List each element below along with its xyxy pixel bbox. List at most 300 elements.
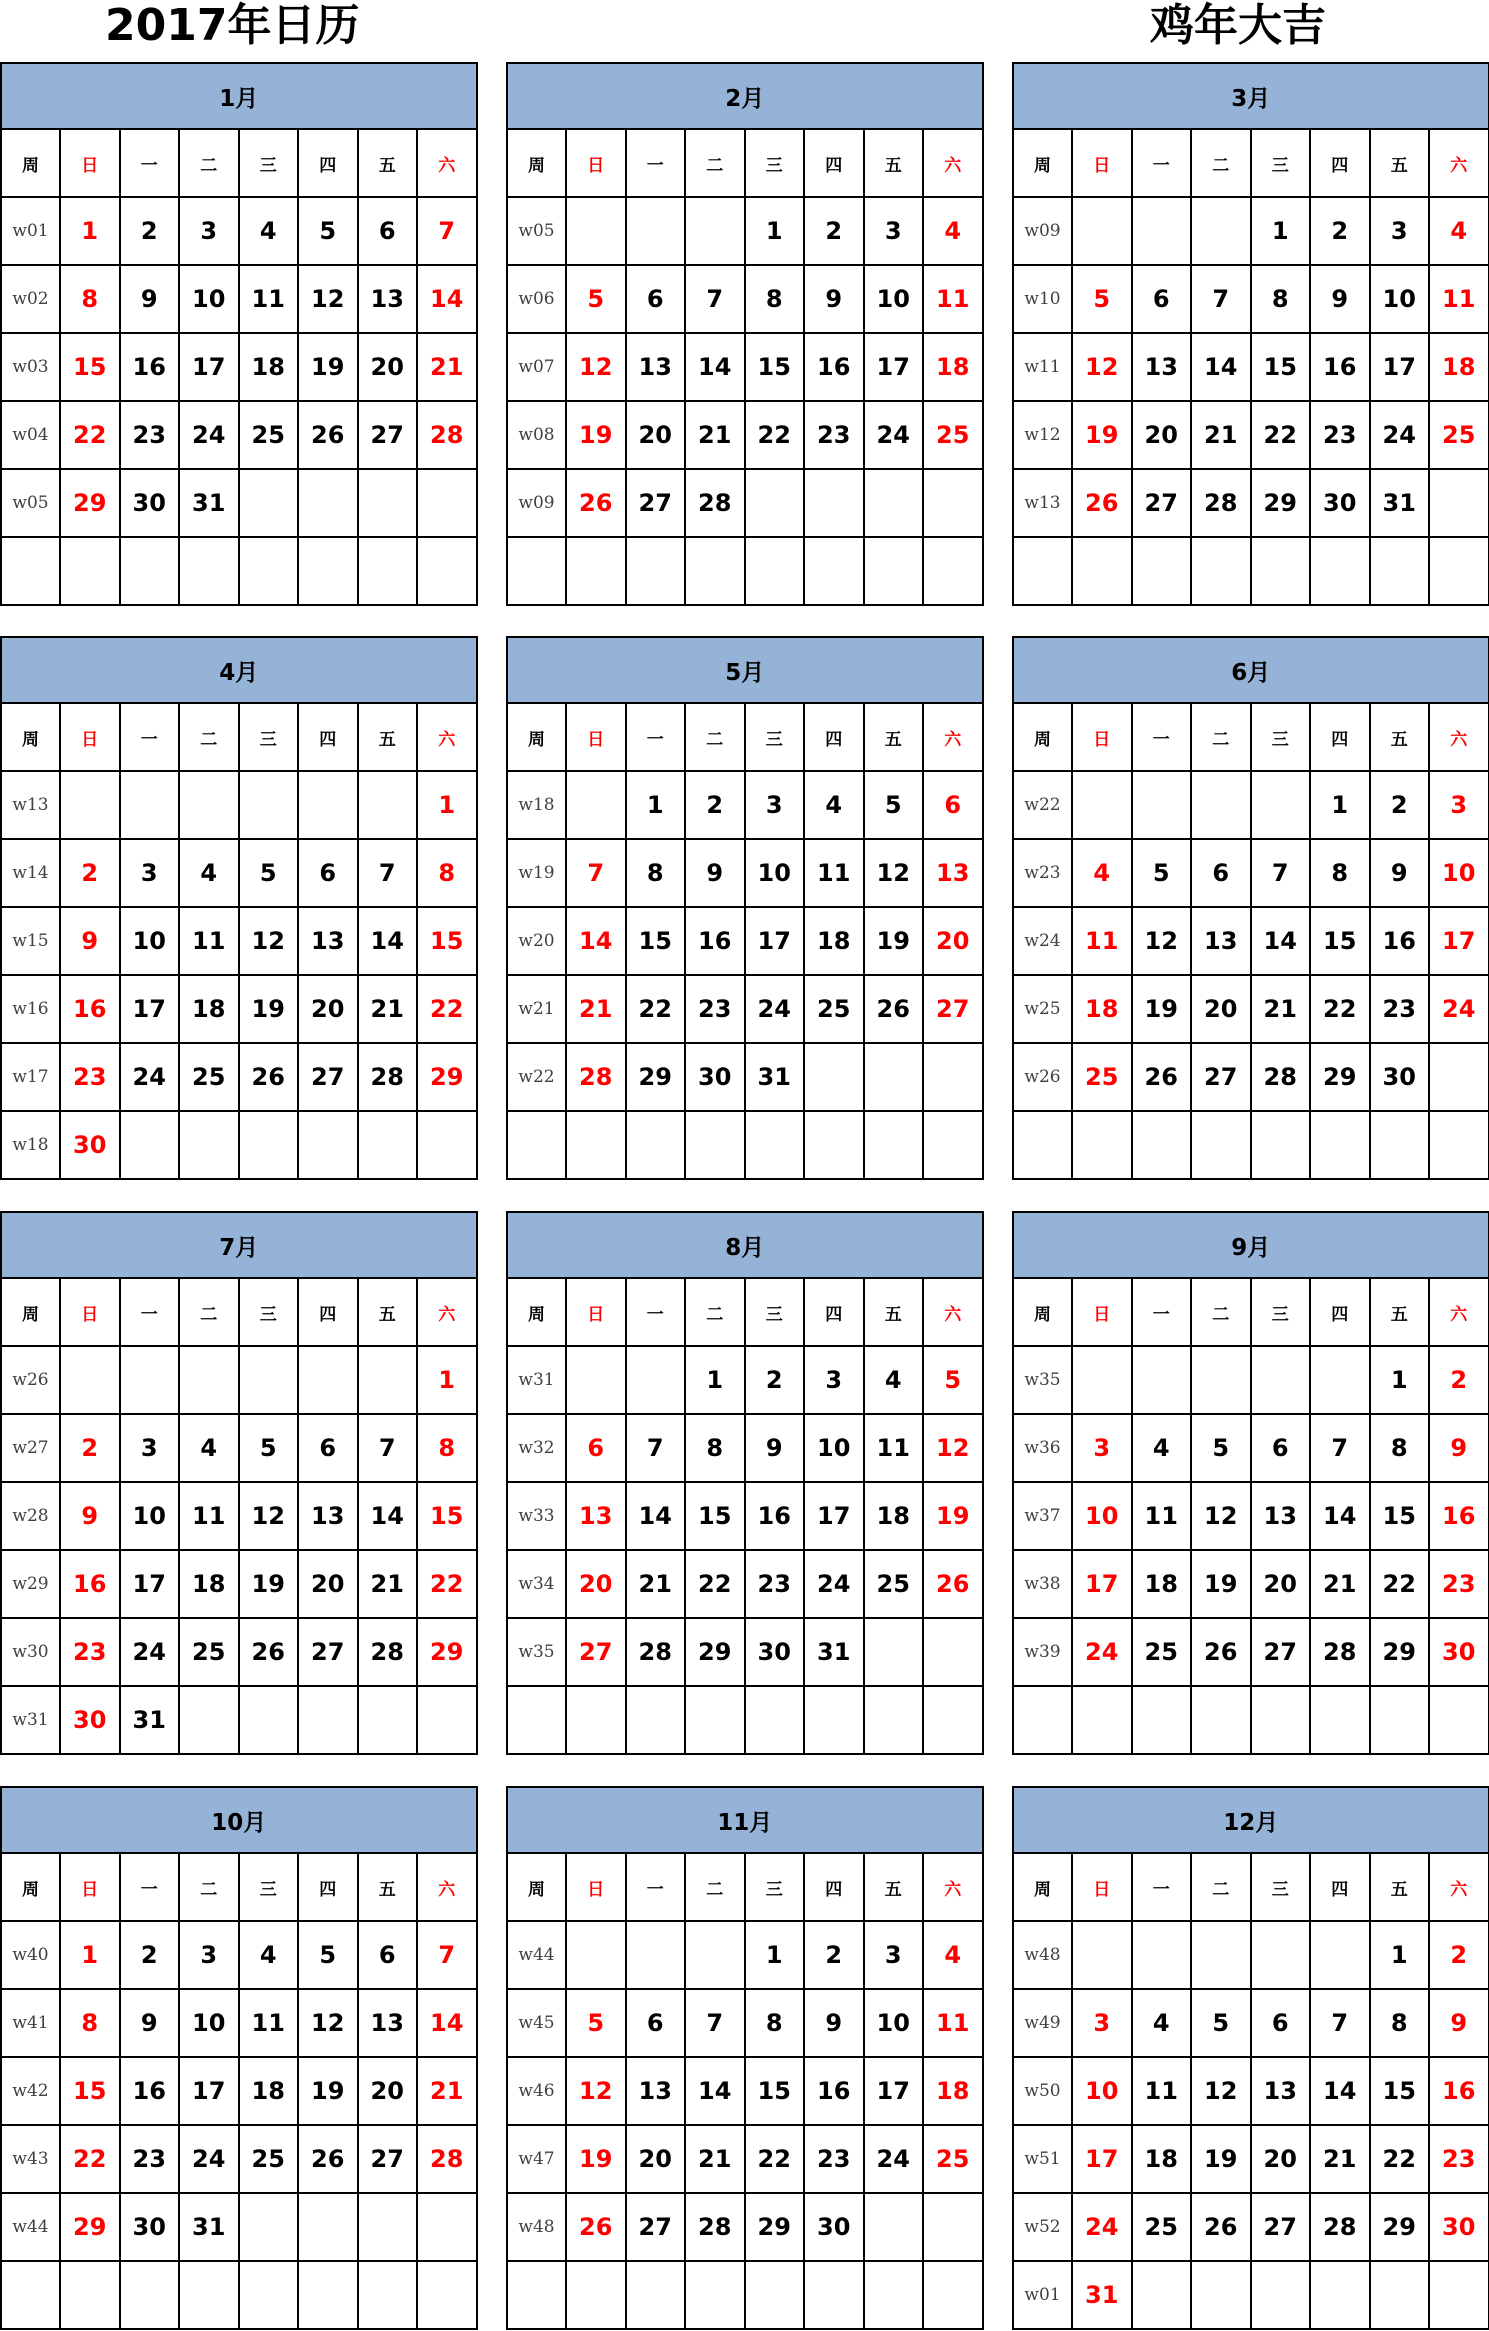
day-cell: 13 (626, 2057, 686, 2125)
day-cell (60, 771, 120, 839)
day-cell: 14 (1310, 2057, 1370, 2125)
week-row (1013, 771, 1489, 839)
day-cell (358, 1346, 418, 1414)
day-cell: 8 (417, 839, 477, 907)
week-row (507, 401, 983, 469)
day-cell: 30 (745, 1618, 805, 1686)
week-row (1, 975, 477, 1043)
day-cell: 6 (1251, 1414, 1311, 1482)
weekday-header: 五 (864, 1853, 924, 1921)
week-number (1, 2261, 60, 2329)
day-cell: 27 (298, 1618, 358, 1686)
weekday-header: 三 (1251, 1853, 1311, 1921)
day-cell (417, 2261, 477, 2329)
day-cell: 15 (1370, 1482, 1430, 1550)
day-cell (864, 1686, 924, 1754)
day-cell: 27 (358, 401, 418, 469)
day-cell: 15 (417, 1482, 477, 1550)
week-row (1, 2193, 477, 2261)
day-cell: 23 (60, 1618, 120, 1686)
day-cell: 23 (804, 401, 864, 469)
day-cell: 29 (1370, 1618, 1430, 1686)
day-cell: 4 (239, 1921, 299, 1989)
weekday-header: 六 (417, 129, 477, 197)
day-cell: 25 (923, 2125, 983, 2193)
day-cell (864, 2261, 924, 2329)
weekday-header: 四 (1310, 129, 1370, 197)
day-cell (566, 771, 626, 839)
weekday-header: 日 (1072, 1278, 1132, 1346)
day-cell (298, 771, 358, 839)
day-cell: 30 (1429, 2193, 1489, 2261)
day-cell: 2 (1310, 197, 1370, 265)
day-cell: 13 (1251, 1482, 1311, 1550)
day-cell: 29 (1310, 1043, 1370, 1111)
day-cell (745, 1111, 805, 1179)
day-cell: 13 (1191, 907, 1251, 975)
day-cell: 28 (358, 1043, 418, 1111)
day-cell: 1 (1370, 1921, 1430, 1989)
day-cell: 23 (1429, 2125, 1489, 2193)
day-cell: 13 (358, 1989, 418, 2057)
day-cell: 12 (1072, 333, 1132, 401)
day-cell: 26 (1191, 2193, 1251, 2261)
day-cell: 5 (298, 197, 358, 265)
day-cell: 31 (120, 1686, 180, 1754)
week-number: w22 (507, 1043, 566, 1111)
weekday-header: 一 (120, 1853, 180, 1921)
day-cell (804, 1686, 864, 1754)
weekday-header: 四 (298, 1853, 358, 1921)
day-cell (60, 537, 120, 605)
day-cell: 21 (566, 975, 626, 1043)
week-row (507, 907, 983, 975)
week-row (507, 839, 983, 907)
day-cell: 7 (1310, 1989, 1370, 2057)
day-cell: 4 (239, 197, 299, 265)
week-number: w16 (1, 975, 60, 1043)
page-title: 2017年日历 (105, 0, 360, 51)
month-title: 4月 (1, 637, 477, 703)
day-cell: 3 (1072, 1989, 1132, 2057)
day-cell: 11 (179, 1482, 239, 1550)
weekday-header: 四 (298, 129, 358, 197)
day-cell: 11 (923, 1989, 983, 2057)
day-cell: 16 (804, 2057, 864, 2125)
day-cell (685, 1921, 745, 1989)
day-cell: 19 (566, 2125, 626, 2193)
day-cell: 10 (864, 1989, 924, 2057)
day-cell (179, 771, 239, 839)
day-cell (1370, 1111, 1430, 1179)
day-cell: 14 (685, 2057, 745, 2125)
weekday-header: 三 (745, 1853, 805, 1921)
day-cell (1251, 1111, 1311, 1179)
day-cell: 5 (566, 1989, 626, 2057)
weekday-header: 二 (179, 129, 239, 197)
day-cell: 9 (1429, 1414, 1489, 1482)
week-number: w05 (1, 469, 60, 537)
week-row (1013, 265, 1489, 333)
week-row (1013, 469, 1489, 537)
day-cell (239, 2261, 299, 2329)
day-cell: 20 (1251, 2125, 1311, 2193)
week-row (507, 2057, 983, 2125)
day-cell: 6 (626, 265, 686, 333)
week-number (1013, 1686, 1072, 1754)
day-cell (685, 1111, 745, 1179)
weekday-header: 五 (1370, 1853, 1430, 1921)
weekday-header: 六 (417, 1278, 477, 1346)
day-cell: 18 (1132, 1550, 1192, 1618)
month-table (0, 62, 478, 606)
day-cell: 11 (1429, 265, 1489, 333)
day-cell: 12 (566, 2057, 626, 2125)
weekday-header: 二 (1191, 703, 1251, 771)
day-cell: 19 (298, 333, 358, 401)
week-number: w09 (507, 469, 566, 537)
day-cell: 21 (1310, 2125, 1370, 2193)
day-cell (298, 2193, 358, 2261)
day-cell: 15 (1251, 333, 1311, 401)
day-cell: 24 (745, 975, 805, 1043)
day-cell: 11 (239, 265, 299, 333)
week-number: w25 (1013, 975, 1072, 1043)
month-calendar (0, 1786, 476, 2328)
weekday-header: 一 (626, 1853, 686, 1921)
day-cell: 5 (864, 771, 924, 839)
day-cell (120, 537, 180, 605)
day-cell: 17 (179, 333, 239, 401)
week-number: w41 (1, 1989, 60, 2057)
day-cell: 16 (745, 1482, 805, 1550)
day-cell (358, 537, 418, 605)
day-cell: 21 (1191, 401, 1251, 469)
day-cell: 4 (923, 197, 983, 265)
month-title: 3月 (1013, 63, 1489, 129)
week-column-header: 周 (1013, 129, 1072, 197)
weekday-header: 四 (804, 1278, 864, 1346)
day-cell: 22 (60, 401, 120, 469)
month-table (506, 636, 984, 1180)
day-cell (685, 537, 745, 605)
day-cell: 4 (1072, 839, 1132, 907)
day-cell (1072, 1346, 1132, 1414)
day-cell: 1 (60, 1921, 120, 1989)
week-row (1013, 1482, 1489, 1550)
day-cell: 12 (923, 1414, 983, 1482)
day-cell: 26 (239, 1043, 299, 1111)
day-cell (298, 1686, 358, 1754)
day-cell: 19 (1191, 1550, 1251, 1618)
day-cell: 24 (120, 1043, 180, 1111)
day-cell: 29 (685, 1618, 745, 1686)
day-cell: 4 (923, 1921, 983, 1989)
day-cell: 15 (417, 907, 477, 975)
day-cell: 2 (120, 197, 180, 265)
day-cell: 10 (804, 1414, 864, 1482)
weekday-header: 五 (864, 129, 924, 197)
day-cell (1310, 2261, 1370, 2329)
week-number: w51 (1013, 2125, 1072, 2193)
day-cell: 13 (358, 265, 418, 333)
day-cell: 25 (1429, 401, 1489, 469)
day-cell: 16 (120, 333, 180, 401)
month-table (506, 1211, 984, 1755)
day-cell: 27 (923, 975, 983, 1043)
weekday-header: 四 (1310, 1278, 1370, 1346)
month-calendar (1012, 636, 1488, 1178)
week-row (507, 1618, 983, 1686)
weekday-header: 日 (566, 1278, 626, 1346)
month-table (506, 62, 984, 606)
weekday-header: 一 (1132, 1853, 1192, 1921)
weekday-header: 二 (685, 129, 745, 197)
day-cell: 2 (60, 1414, 120, 1482)
week-row (1, 907, 477, 975)
week-number: w43 (1, 2125, 60, 2193)
weekday-header: 日 (60, 129, 120, 197)
day-cell: 6 (298, 1414, 358, 1482)
week-number: w30 (1, 1618, 60, 1686)
week-row (1013, 401, 1489, 469)
day-cell: 19 (566, 401, 626, 469)
month-calendar (506, 636, 982, 1178)
week-row (1, 839, 477, 907)
day-cell: 8 (1310, 839, 1370, 907)
month-calendar (0, 636, 476, 1178)
day-cell: 5 (923, 1346, 983, 1414)
day-cell: 21 (1251, 975, 1311, 1043)
week-number: w12 (1013, 401, 1072, 469)
week-row (507, 1414, 983, 1482)
day-cell: 3 (179, 1921, 239, 1989)
day-cell: 6 (298, 839, 358, 907)
day-cell: 11 (1072, 907, 1132, 975)
month-title: 11月 (507, 1787, 983, 1853)
week-number: w37 (1013, 1482, 1072, 1550)
day-cell: 17 (1370, 333, 1430, 401)
weekday-header: 六 (1429, 703, 1489, 771)
weekday-header: 三 (239, 703, 299, 771)
day-cell: 18 (1072, 975, 1132, 1043)
day-cell (1310, 1921, 1370, 1989)
month-calendar (0, 62, 476, 604)
day-cell: 27 (566, 1618, 626, 1686)
day-cell: 10 (745, 839, 805, 907)
day-cell: 29 (417, 1043, 477, 1111)
week-number: w18 (1, 1111, 60, 1179)
week-number: w20 (507, 907, 566, 975)
day-cell (626, 1346, 686, 1414)
day-cell (1370, 2261, 1430, 2329)
day-cell: 2 (60, 839, 120, 907)
day-cell: 13 (298, 907, 358, 975)
weekday-header: 二 (179, 1278, 239, 1346)
week-number: w32 (507, 1414, 566, 1482)
day-cell (1191, 1346, 1251, 1414)
day-cell: 22 (417, 1550, 477, 1618)
month-table (1012, 636, 1489, 1180)
day-cell (626, 1686, 686, 1754)
day-cell (923, 1111, 983, 1179)
day-cell: 8 (745, 265, 805, 333)
day-cell: 11 (239, 1989, 299, 2057)
day-cell (566, 1686, 626, 1754)
day-cell: 18 (923, 333, 983, 401)
weekday-header: 五 (1370, 703, 1430, 771)
day-cell: 22 (60, 2125, 120, 2193)
day-cell: 3 (1370, 197, 1430, 265)
week-number: w31 (507, 1346, 566, 1414)
day-cell: 27 (298, 1043, 358, 1111)
week-row (507, 1043, 983, 1111)
day-cell: 19 (1132, 975, 1192, 1043)
day-cell (1429, 1111, 1489, 1179)
day-cell (358, 2261, 418, 2329)
week-number: w19 (507, 839, 566, 907)
weekday-header: 五 (1370, 1278, 1430, 1346)
day-cell: 7 (358, 1414, 418, 1482)
day-cell: 22 (1310, 975, 1370, 1043)
month-table (1012, 62, 1489, 606)
week-number: w18 (507, 771, 566, 839)
month-title: 9月 (1013, 1212, 1489, 1278)
weekday-header: 一 (1132, 703, 1192, 771)
weekday-header: 二 (179, 703, 239, 771)
week-number (1013, 1111, 1072, 1179)
day-cell: 23 (804, 2125, 864, 2193)
day-cell: 27 (1251, 1618, 1311, 1686)
day-cell: 12 (566, 333, 626, 401)
day-cell: 6 (626, 1989, 686, 2057)
day-cell: 9 (804, 265, 864, 333)
day-cell (120, 1111, 180, 1179)
week-row (1, 1921, 477, 1989)
day-cell: 29 (745, 2193, 805, 2261)
week-column-header: 周 (1, 703, 60, 771)
day-cell: 20 (298, 1550, 358, 1618)
week-row (507, 2261, 983, 2329)
week-number: w27 (1, 1414, 60, 1482)
week-row (1, 1686, 477, 1754)
day-cell: 10 (1072, 2057, 1132, 2125)
day-cell (60, 2261, 120, 2329)
week-number (507, 537, 566, 605)
week-number: w26 (1, 1346, 60, 1414)
week-row (507, 1111, 983, 1179)
week-number: w28 (1, 1482, 60, 1550)
day-cell: 7 (417, 197, 477, 265)
day-cell: 17 (1072, 1550, 1132, 1618)
week-row (1, 333, 477, 401)
week-number: w02 (1, 265, 60, 333)
day-cell: 19 (1191, 2125, 1251, 2193)
day-cell: 6 (1191, 839, 1251, 907)
day-cell: 10 (1072, 1482, 1132, 1550)
day-cell: 1 (417, 771, 477, 839)
month-calendar (1012, 1786, 1488, 2328)
day-cell: 4 (1429, 197, 1489, 265)
day-cell: 12 (864, 839, 924, 907)
day-cell: 21 (685, 2125, 745, 2193)
day-cell: 9 (60, 907, 120, 975)
month-table (0, 636, 478, 1180)
day-cell: 31 (804, 1618, 864, 1686)
day-cell: 5 (566, 265, 626, 333)
day-cell: 24 (1072, 2193, 1132, 2261)
day-cell: 3 (120, 1414, 180, 1482)
weekday-header: 日 (566, 1853, 626, 1921)
day-cell: 17 (804, 1482, 864, 1550)
day-cell: 5 (239, 1414, 299, 1482)
day-cell (179, 1111, 239, 1179)
day-cell: 11 (1132, 1482, 1192, 1550)
day-cell: 10 (1370, 265, 1430, 333)
day-cell: 14 (358, 1482, 418, 1550)
weekday-header: 四 (1310, 703, 1370, 771)
week-row (507, 1989, 983, 2057)
day-cell: 20 (626, 2125, 686, 2193)
week-row (1, 265, 477, 333)
week-row (507, 197, 983, 265)
day-cell: 26 (298, 401, 358, 469)
day-cell: 16 (60, 975, 120, 1043)
day-cell: 18 (239, 2057, 299, 2125)
day-cell (745, 2261, 805, 2329)
day-cell: 12 (239, 1482, 299, 1550)
day-cell: 29 (1251, 469, 1311, 537)
month-calendar (1012, 1211, 1488, 1753)
day-cell: 3 (745, 771, 805, 839)
day-cell: 3 (120, 839, 180, 907)
day-cell: 30 (1310, 469, 1370, 537)
weekday-header: 日 (566, 703, 626, 771)
day-cell: 31 (179, 469, 239, 537)
day-cell: 2 (1370, 771, 1430, 839)
weekday-header: 一 (1132, 129, 1192, 197)
day-cell (1072, 771, 1132, 839)
week-number: w48 (507, 2193, 566, 2261)
weekday-header: 四 (298, 703, 358, 771)
weekday-header: 五 (1370, 129, 1430, 197)
day-cell: 5 (1072, 265, 1132, 333)
weekday-header: 五 (358, 703, 418, 771)
week-row (507, 2193, 983, 2261)
day-cell: 28 (626, 1618, 686, 1686)
day-cell: 2 (685, 771, 745, 839)
day-cell (417, 469, 477, 537)
weekday-header: 三 (239, 1278, 299, 1346)
day-cell: 28 (685, 469, 745, 537)
day-cell (923, 537, 983, 605)
day-cell: 17 (1072, 2125, 1132, 2193)
weekday-header: 六 (1429, 1853, 1489, 1921)
day-cell: 20 (626, 401, 686, 469)
day-cell (864, 1043, 924, 1111)
weekday-header: 日 (566, 129, 626, 197)
week-column-header: 周 (1013, 1278, 1072, 1346)
week-row (1, 1618, 477, 1686)
weekday-header: 日 (1072, 129, 1132, 197)
week-number: w10 (1013, 265, 1072, 333)
week-row (1013, 1043, 1489, 1111)
month-calendar (1012, 62, 1488, 604)
day-cell: 17 (120, 975, 180, 1043)
day-cell: 4 (179, 839, 239, 907)
week-number (1013, 537, 1072, 605)
day-cell: 17 (745, 907, 805, 975)
